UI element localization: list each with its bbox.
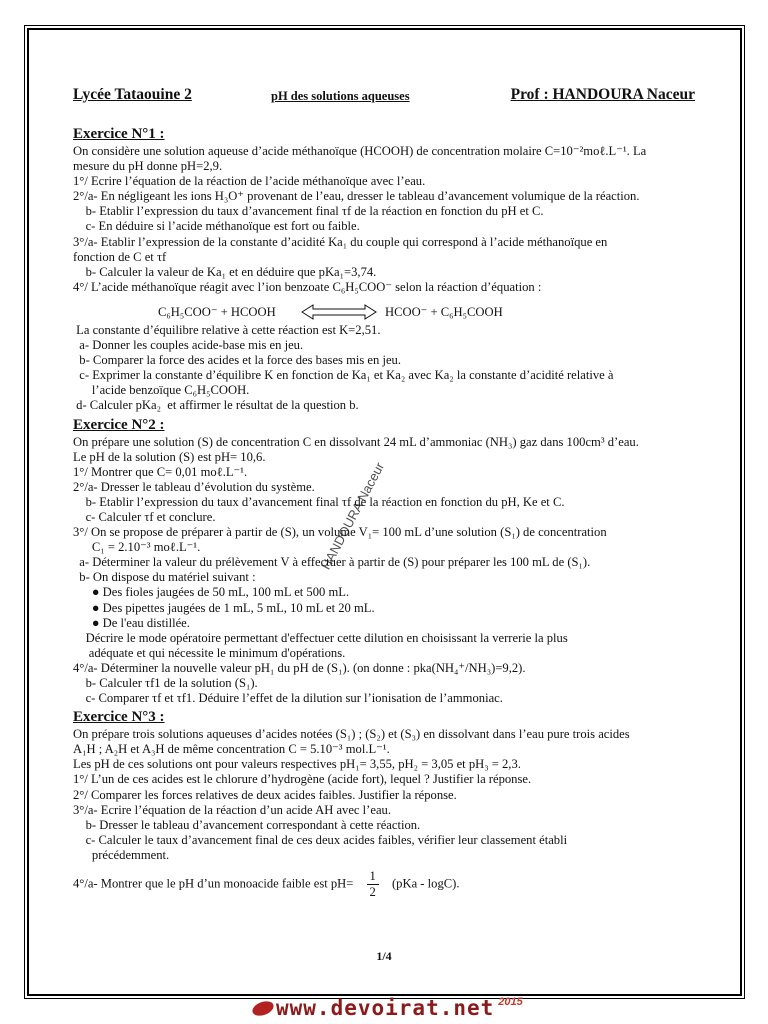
- list-item: ● Des pipettes jaugées de 1 mL, 5 mL, 10 mL et 20 mL.: [73, 600, 375, 615]
- text-line: 2°/ Comparer les forces relatives de deux acides faibles. Justifier la réponse.: [73, 787, 457, 802]
- text-line: c- Calculer le taux d’avancement final de ces deux acides faibles, vérifier leur classement établi: [73, 832, 568, 847]
- exercise-3-title: Exercice N°3 :: [73, 709, 165, 726]
- text-line: Décrire le mode opératoire permettant d'effectuer cette dilution en choisissant la verrerie la plus: [73, 630, 568, 645]
- text-line: 2°/a- En négligeant les ions H₃O⁺ provenant de l’eau, dresser le tableau d’avancement volumique de la réaction.: [73, 189, 640, 204]
- text-line: b- Calculer τf1 de la solution (S₁).: [73, 676, 258, 690]
- text-line: A₁H ; A₂H et A₃H de même concentration C = 5.10⁻³ mol.L⁻¹.: [73, 742, 390, 757]
- text-line: c- En déduire si l’acide méthanoïque est fort ou faible.: [73, 219, 360, 234]
- fraction-denominator: 2: [369, 885, 376, 900]
- text-line: C₁ = 2.10⁻³ moℓ.L⁻¹.: [73, 540, 201, 555]
- text-line: 3°/a- Etablir l’expression de la constante d’acidité Ka₁ du couple qui correspond à l’acide méthanoïque en: [73, 234, 608, 249]
- equation-reactants: C₆H₅COO⁻ + HCOOH: [158, 304, 276, 319]
- school-name: Lycée Tataouine 2: [73, 86, 192, 103]
- text-line: b- Dresser le tableau d’avancement correspondant à cette réaction.: [73, 817, 421, 832]
- document-body: [73, 123, 723, 900]
- text-line: a- Donner les couples acide-base mis en jeu.: [73, 338, 304, 353]
- text-line: c- Exprimer la constante d’équilibre K en fonction de Ka₁ et Ka₂ avec Ka₂ la constante d’acidité relative à: [73, 368, 614, 383]
- page-number: 1/4: [376, 949, 392, 963]
- site-logo: [252, 996, 523, 1022]
- text-line: adéquate et qui nécessite le minimum d'opérations.: [73, 645, 346, 660]
- text-line: 4°/a- Déterminer la nouvelle valeur pH₁ du pH de (S₁). (on donne : pka(NH₄⁺/NH₃)=9,2).: [73, 660, 526, 675]
- exercise-2-title: Exercice N°2 :: [73, 416, 165, 433]
- text-line: b- Etablir l’expression du taux d’avancement final τf de la réaction en fonction du pH et C.: [73, 204, 544, 219]
- text-line: b- Calculer la valeur de Ka₁ et en déduire que pKa₁=3,74.: [73, 264, 377, 279]
- text-line: 3°/a- Ecrire l’équation de la réaction d’un acide AH avec l’eau.: [73, 802, 391, 817]
- text-line: b- Etablir l’expression du taux d’avancement final τf de la réaction en fonction du pH, Ke et C.: [73, 494, 565, 509]
- text-line: On prépare trois solutions aqueuses d’acides notées (S₁) ; (S₂) et (S₃) en dissolvant dans l’eau pure trois acides: [73, 727, 630, 742]
- site-url: www.devoirat.net: [276, 996, 495, 1020]
- text-line: mesure du pH donne pH=2,9.: [73, 159, 223, 174]
- text-line: 1°/ Ecrire l’équation de la réaction de l’acide méthanoïque avec l’eau.: [73, 174, 426, 189]
- text-line: Le pH de la solution (S) est pH= 10,6.: [73, 449, 266, 464]
- formula-line: [73, 869, 723, 900]
- text-line: 1°/ L’un de ces acides est le chlorure d’hydrogène (acide fort), lequel ? Justifier la réponse.: [73, 772, 532, 787]
- text-line: c- Comparer τf et τf1. Déduire l’effet de la dilution sur l’ionisation de l’ammoniac.: [73, 691, 503, 706]
- text-line: b- On dispose du matériel suivant :: [73, 570, 256, 585]
- text-line: d- Calculer pKa₂ et affirmer le résultat de la question b.: [73, 398, 359, 413]
- text-line: c- Calculer τf et conclure.: [73, 509, 216, 524]
- exercise-1-title: Exercice N°1 :: [73, 126, 165, 142]
- document-header: [73, 86, 698, 108]
- logo-year: 2015: [498, 996, 523, 1008]
- text-line: l’acide benzoïque C₆H₅COOH.: [73, 383, 250, 398]
- teacher-name: Prof : HANDOURA Naceur: [510, 86, 695, 103]
- equilibrium-arrow-icon: [301, 304, 377, 320]
- reaction-equation: [73, 303, 723, 323]
- text-line: Les pH de ces solutions ont pour valeurs respectives pH₁= 3,55, pH₂ = 3,05 et pH₃ = 2,3.: [73, 757, 521, 772]
- formula-prefix: 4°/a- Montrer que le pH d’un monoacide faible est pH=: [73, 876, 354, 891]
- text-line: b- Comparer la force des acides et la force des bases mis en jeu.: [73, 353, 402, 368]
- mouse-icon: [250, 998, 275, 1018]
- text-line: 1°/ Montrer que C= 0,01 moℓ.L⁻¹.: [73, 464, 248, 479]
- list-item: ● De l'eau distillée.: [73, 615, 190, 630]
- equation-products: HCOO⁻ + C₆H₅COOH: [385, 304, 503, 319]
- text-line: On prépare une solution (S) de concentration C en dissolvant 24 mL d’ammoniac (NH₃) gaz dans 100cm³ d’eau.: [73, 434, 639, 449]
- fraction-numerator: 1: [367, 869, 379, 885]
- list-item: ● Des fioles jaugées de 50 mL, 100 mL et 500 mL.: [73, 585, 350, 600]
- formula-suffix: (pKa - logC).: [391, 876, 460, 891]
- document-subject: pH des solutions aqueuses: [271, 89, 410, 103]
- one-half-fraction: [367, 869, 379, 900]
- author-watermark: HANDOURA Naceur: [318, 459, 388, 573]
- text-line: La constante d’équilibre relative à cette réaction est K=2,51.: [73, 322, 381, 337]
- text-line: 2°/a- Dresser le tableau d’évolution du système.: [73, 479, 315, 494]
- text-line: On considère une solution aqueuse d’acide méthanoïque (HCOOH) de concentration molaire C=10⁻²moℓ.L⁻¹. La: [73, 144, 647, 158]
- text-line: 4°/ L’acide méthanoïque réagit avec l’ion benzoate C₆H₅COO⁻ selon la réaction d’équation :: [73, 279, 542, 294]
- text-line: précédemment.: [73, 847, 170, 862]
- text-line: a- Déterminer la valeur du prélèvement V à effectuer à partir de (S) pour préparer les 100 mL de (S₁).: [73, 555, 591, 570]
- text-line: 3°/ On se propose de préparer à partir de (S), un volume V₁= 100 mL d’une solution (S₁) de concentration: [73, 525, 607, 540]
- text-line: fonction de C et τf: [73, 249, 167, 264]
